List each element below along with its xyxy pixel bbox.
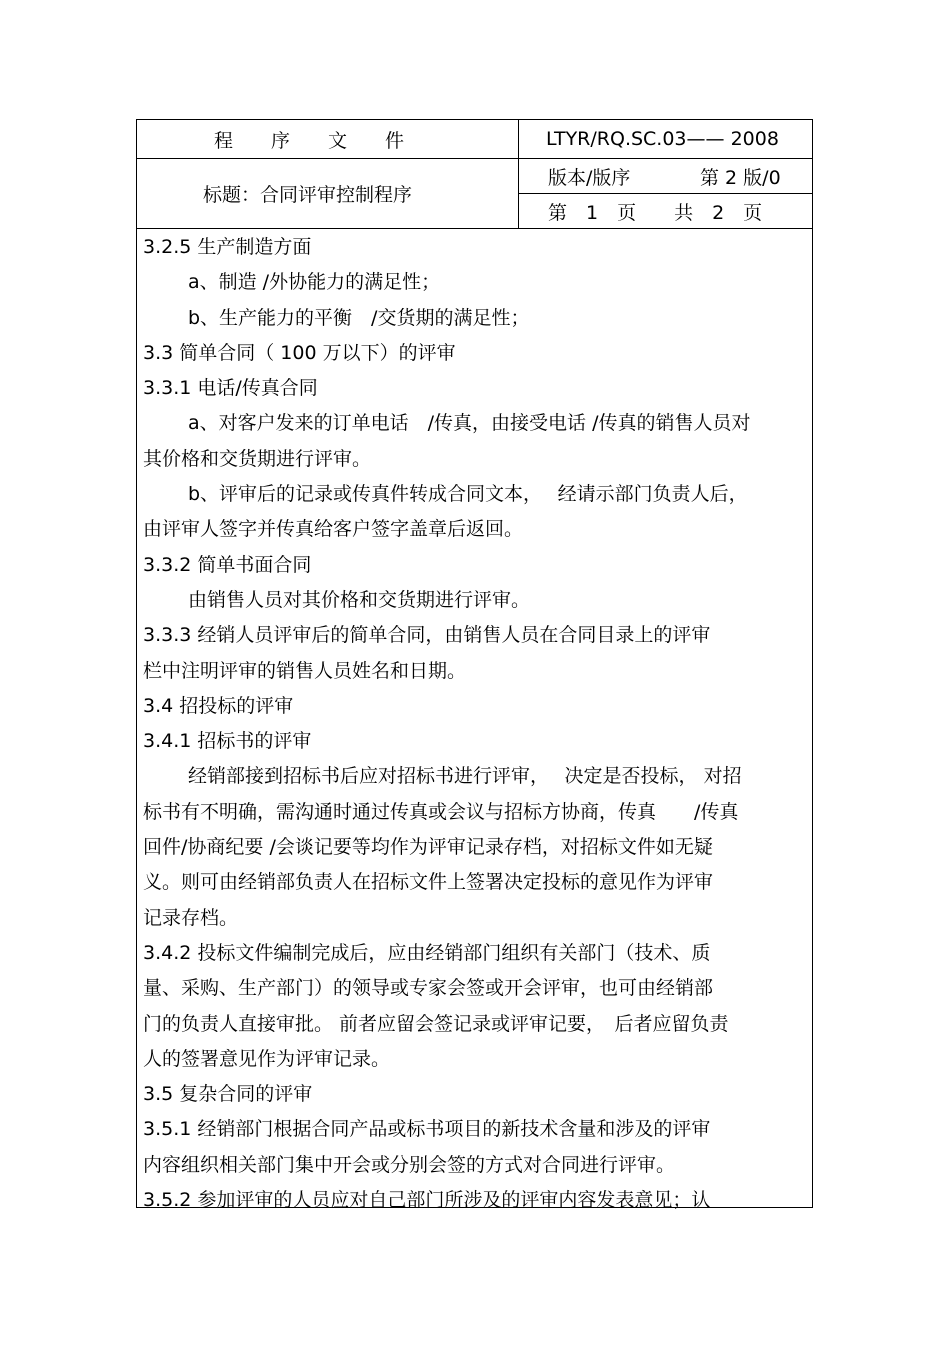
paragraph-line: 回件/协商纪要 /会谈记要等均作为评审记录存档，对招标文件如无疑 (143, 836, 713, 859)
list-item: b、生产能力的平衡 /交货期的满足性； (188, 306, 530, 329)
section-heading: 3.4.1 招标书的评审 (143, 730, 312, 753)
section-heading: 3.5 复杂合同的评审 (143, 1083, 313, 1106)
paragraph-line: 其价格和交货期进行评审。 (143, 447, 372, 470)
paragraph-line: 门的负责人直接审批。 前者应留会签记录或评审记要， 后者应留负责 (143, 1012, 729, 1035)
paragraph-line: 栏中注明评审的销售人员姓名和日期。 (143, 659, 467, 682)
paragraph-line: b、评审后的记录或传真件转成合同文本， 经请示部门负责人后， (188, 483, 748, 506)
section-heading: 3.3.1 电话/传真合同 (143, 377, 318, 400)
paragraph-line: 3.4.2 投标文件编制完成后，应由经销部门组织有关部门（技术、质 (143, 941, 711, 964)
paragraph-line: 3.3.3 经销人员评审后的简单合同，由销售人员在合同目录上的评审 (143, 624, 711, 647)
header-bottom-border (136, 228, 813, 229)
page-info: 第 1 页 共 2 页 (548, 201, 763, 224)
paragraph-line: 义。则可由经销部负责人在招标文件上签署决定投标的意见作为评审 (143, 871, 714, 894)
paragraph-line: 由销售人员对其价格和交货期进行评审。 (188, 588, 531, 611)
section-heading: 3.3 简单合同（ 100 万以下）的评审 (143, 341, 456, 364)
doc-type-label: 程 序 文 件 (214, 129, 405, 152)
paragraph-line: 标书有不明确，需沟通时通过传真或会议与招标方协商，传真 /传真 (143, 800, 739, 823)
section-heading: 3.3.2 简单书面合同 (143, 553, 312, 576)
document-body (143, 230, 808, 1218)
paragraph-line: 3.5.2 参加评审的人员应对自己部门所涉及的评审内容发表意见；认 (143, 1189, 711, 1212)
paragraph-line: a、对客户发来的订单电话 /传真，由接受电话 /传真的销售人员对 (188, 412, 751, 435)
paragraph-line: 量、采购、生产部门）的领导或专家会签或开会评审，也可由经销部 (143, 977, 714, 1000)
version-value: 第 2 版/0 (700, 166, 781, 189)
list-item: a、制造 /外协能力的满足性； (188, 271, 441, 294)
version-label: 版本/版序 (548, 166, 631, 189)
paragraph-line: 3.5.1 经销部门根据合同产品或标书项目的新技术含量和涉及的评审 (143, 1118, 711, 1141)
section-heading: 3.2.5 生产制造方面 (143, 236, 312, 258)
paragraph-line: 由评审人签字并传真给客户签字盖章后返回。 (143, 518, 524, 541)
doc-code: LTYR/RQ.SC.03—— 2008 (546, 128, 779, 150)
paragraph-line: 记录存档。 (143, 906, 239, 929)
paragraph-line: 人的签署意见作为评审记录。 (143, 1047, 391, 1070)
paragraph-line: 内容组织相关部门集中开会或分别会签的方式对合同进行评审。 (143, 1153, 676, 1176)
doc-title: 标题：合同评审控制程序 (203, 184, 413, 206)
header-divider-vertical (518, 119, 519, 229)
section-heading: 3.4 招投标的评审 (143, 694, 294, 717)
paragraph-line: 经销部接到招标书后应对招标书进行评审， 决定是否投标， 对招 (188, 765, 742, 788)
